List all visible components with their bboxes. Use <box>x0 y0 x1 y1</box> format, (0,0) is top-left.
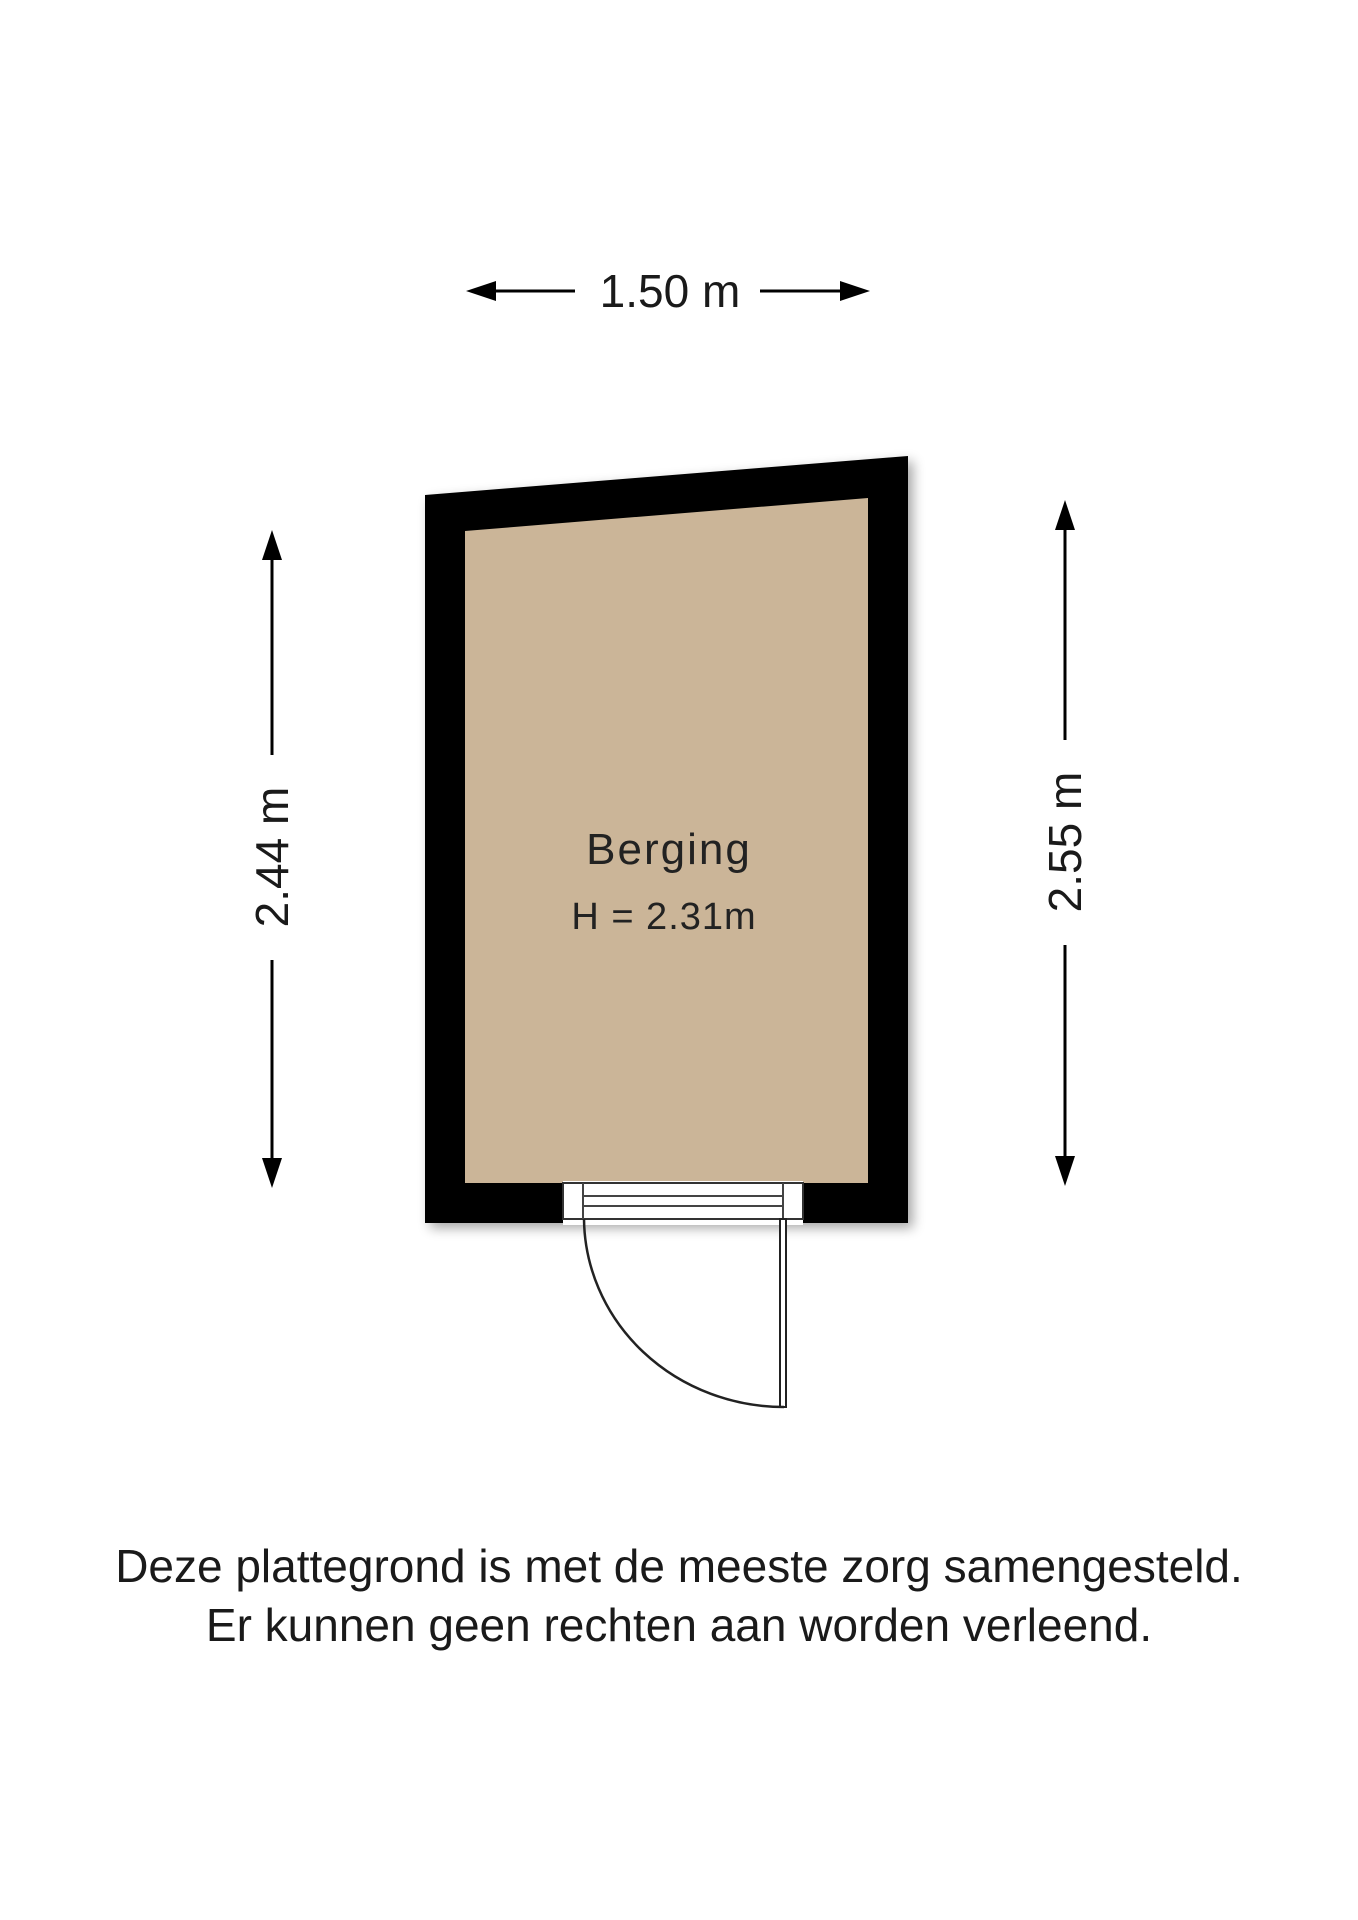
disclaimer-line-1: Deze plattegrond is met de meeste zorg samengesteld. <box>115 1540 1243 1592</box>
dimension-top <box>466 265 870 317</box>
swing-door-icon <box>584 1219 786 1407</box>
door-frame <box>563 1183 803 1219</box>
room-name: Berging <box>586 825 752 874</box>
arrow-up-icon <box>262 530 282 560</box>
disclaimer-line-2: Er kunnen geen rechten aan worden verleend. <box>205 1599 1153 1651</box>
dimension-top-label: 1.50 m <box>599 265 741 317</box>
arrow-down-icon <box>1055 1156 1075 1186</box>
dimension-right <box>1039 500 1091 1186</box>
dimension-left <box>246 530 298 1188</box>
room-height: H = 2.31m <box>571 896 757 938</box>
arrow-right-icon <box>840 281 870 301</box>
door <box>563 1181 803 1407</box>
dimension-left-label: 2.44 m <box>246 786 298 928</box>
arrow-up-icon <box>1055 500 1075 530</box>
arrow-down-icon <box>262 1158 282 1188</box>
dimension-right-label: 2.55 m <box>1039 771 1091 913</box>
door-swing-arc <box>584 1219 784 1407</box>
door-leaf <box>780 1219 786 1407</box>
arrow-left-icon <box>466 281 496 301</box>
